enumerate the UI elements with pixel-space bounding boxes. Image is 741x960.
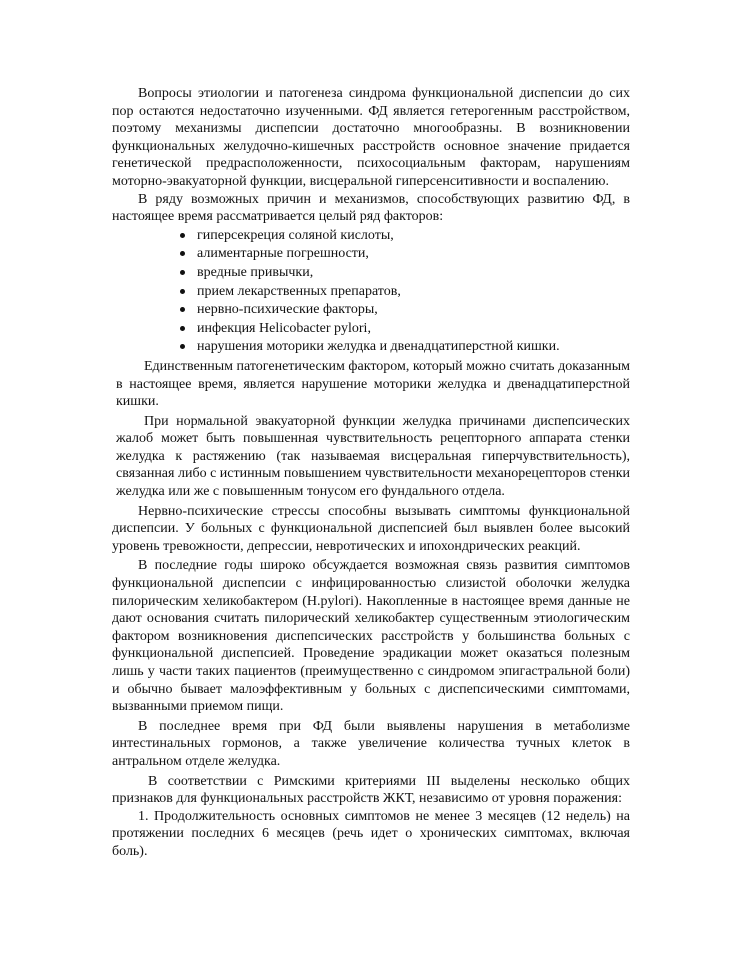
paragraph-motility: Единственным патогенетическим фактором, который можно считать доказанным в настоящее время, является нарушение моторики желудка и двенадцатиперстной кишки.	[116, 358, 630, 410]
list-item	[180, 227, 630, 246]
list-item-text: нарушения моторики желудка и двенадцатиперстной кишки.	[197, 339, 560, 355]
list-item-text: алиментарные погрешности,	[197, 246, 369, 262]
list-item	[180, 338, 630, 357]
paragraph-factors-intro: В ряду возможных причин и механизмов, способствующих развитию ФД, в настоящее время рассматривается целый ряд факторов:	[112, 191, 630, 225]
bullet-icon	[180, 344, 185, 349]
list-item	[180, 245, 630, 264]
bullet-icon	[180, 270, 185, 275]
paragraph-criterion-1: 1. Продолжительность основных симптомов не менее 3 месяцев (12 недель) на протяжении последних 6 месяцев (речь идет о хронических симптомах, включая боль).	[112, 808, 630, 859]
paragraph-stress: Нервно-психические стрессы способны вызывать симптомы функциональной диспепсии. У больных с функциональной диспепсией был выявлен более высокий уровень тревожности, депрессии, невротических и ипохондрических реакций.	[112, 503, 630, 554]
paragraph-etiology: Вопросы этиологии и патогенеза синдрома функциональной диспепсии до сих пор остаются недостаточно изученными. ФД является гетерогенным расстройством, поэтому механизмы диспепсии достаточно многообразны. В возникновении функциональных желудочно-кишечных расстройств основное значение придается генетической предрасположенности, психосоциальным факторам, нарушениям моторно-эвакуаторной функции, висцеральной гиперсенситивности и воспалению.	[112, 86, 630, 189]
list-item	[180, 320, 630, 339]
list-item-text: нервно-психические факторы,	[197, 302, 378, 318]
paragraph-hormones: В последнее время при ФД были выявлены нарушения в метаболизме интестинальных гормонов, а также увеличение количества тучных клеток в антральном отделе желудка.	[112, 718, 630, 769]
bullet-icon	[180, 233, 185, 238]
bullet-icon	[180, 289, 185, 294]
list-item	[180, 283, 630, 302]
bullet-icon	[180, 326, 185, 331]
paragraph-hypersensitivity: При нормальной эвакуаторной функции желудка причинами диспепсических жалоб может быть повышенная чувствительность рецепторного аппарата стенки желудка к растяжению (так называемая висцеральная гиперчувствительность), связанная либо с истинным повышением чувствительности механорецепторов стенки желудка или же с повышенным тонусом его фундального отдела.	[116, 413, 630, 500]
factors-list	[112, 227, 630, 357]
list-item-text: вредные привычки,	[197, 264, 314, 280]
paragraph-hpylori: В последние годы широко обсуждается возможная связь развития симптомов функциональной диспепсии с инфицированностью слизистой оболочки желудка пилорическим хеликобактером (H.pylori). Накопленные в настоящее время данные не дают основания считать пилорический хеликобактер существенным этиологическим фактором возникновения диспепсических расстройств у большинства больных с функциональной диспепсией. Проведение эрадикации может оказаться полезным лишь у части таких пациентов (преимущественно с синдромом эпигастральной боли) и обычно бывает малоэффективным у больных с диспепсическими симптомами, вызванными приемом пищи.	[112, 558, 630, 715]
paragraph-rome-criteria: В соответствии с Римскими критериями III выделены несколько общих признаков для функциональных расстройств ЖКТ, независимо от уровня поражения:	[112, 773, 630, 807]
document-page	[112, 85, 630, 861]
bullet-icon	[180, 307, 185, 312]
list-item	[180, 264, 630, 283]
list-item-text: инфекция Helicobacter pylori,	[197, 320, 371, 336]
list-item	[180, 301, 630, 320]
list-item-text: прием лекарственных препаратов,	[197, 283, 401, 299]
bullet-icon	[180, 251, 185, 256]
list-item-text: гиперсекреция соляной кислоты,	[197, 227, 394, 243]
